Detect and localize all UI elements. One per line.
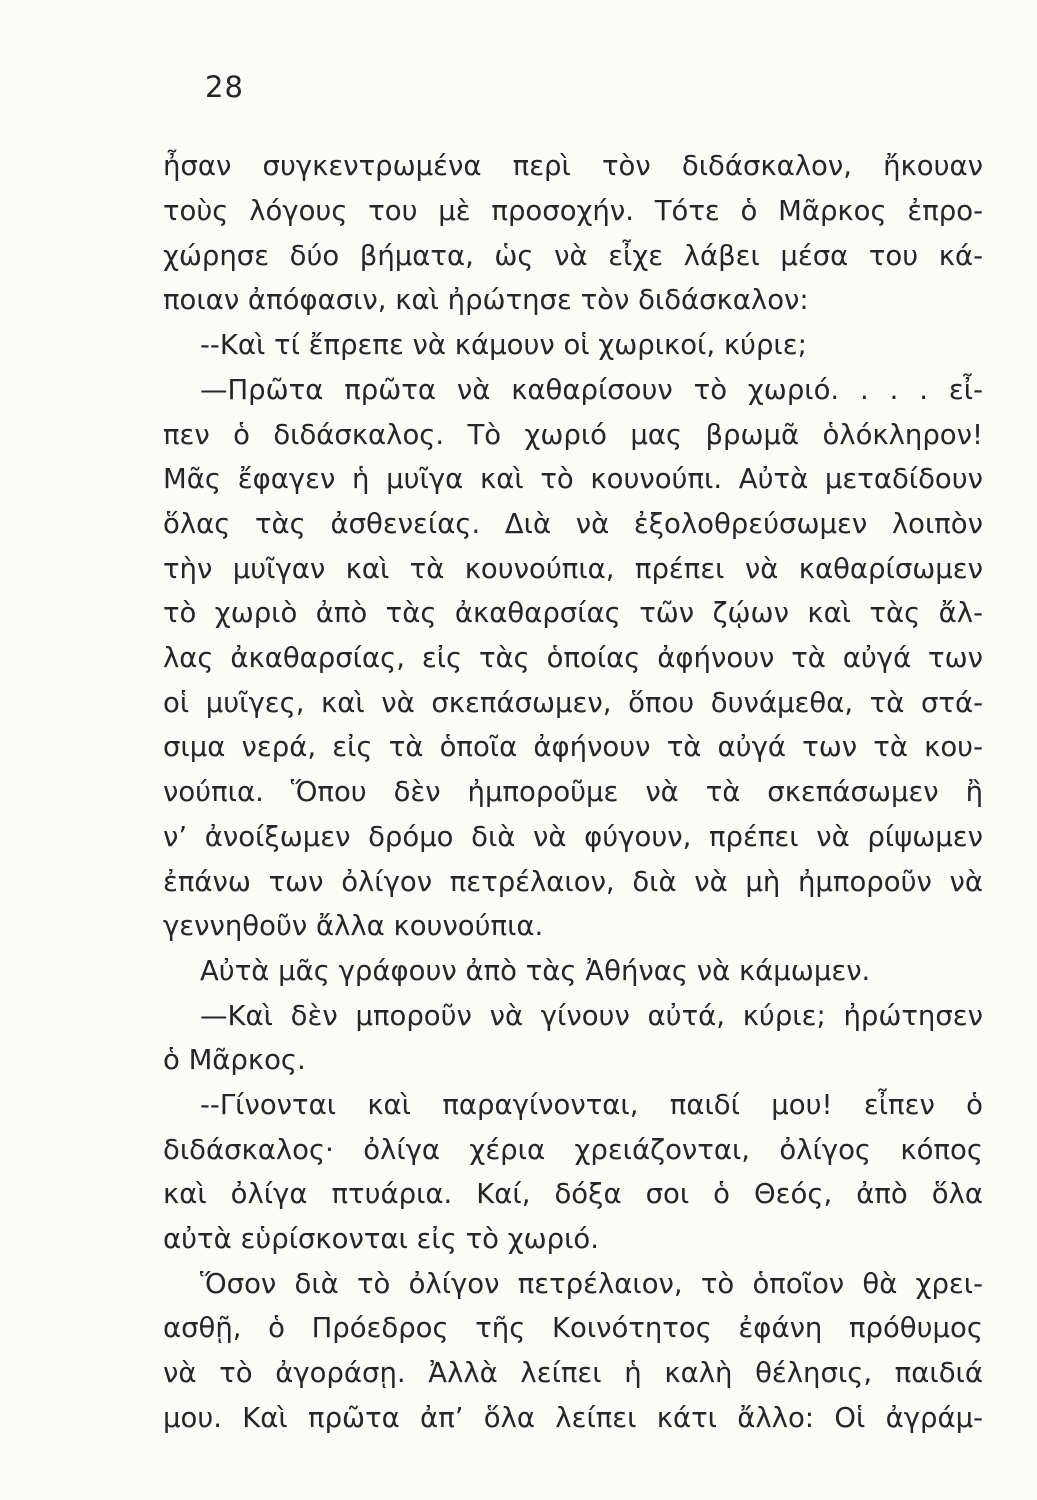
text-line: Αὐτὰ μᾶς γράφουν ἀπὸ τὰς Ἀθήνας νὰ κάμωμεν. — [200, 955, 871, 987]
text-line: καὶ ὀλίγα πτυάρια. Καί, δόξα σοι ὁ Θεός, ἀπὸ ὅλα — [163, 1178, 983, 1210]
text-line: τὴν μυῖγαν καὶ τὰ κουνούπια, πρέπει νὰ καθαρίσωμεν — [163, 553, 983, 585]
text-line: —Πρῶτα πρῶτα νὰ καθαρίσουν τὸ χωριό. . . . εἶ- — [200, 374, 983, 406]
text-line: αὐτὰ εὑρίσκονται εἰς τὸ χωριό. — [163, 1223, 599, 1255]
text-line: χώρησε δύο βήματα, ὡς νὰ εἶχε λάβει μέσα του κά- — [163, 240, 983, 272]
text-line: νὰ τὸ ἀγοράσῃ. Ἀλλὰ λείπει ἡ καλὴ θέλησις, παιδιά — [163, 1357, 983, 1389]
text-line: ὅλας τὰς ἀσθενείας. Διὰ νὰ ἐξολοθρεύσωμεν λοιπὸν — [163, 508, 983, 540]
text-line: ποιαν ἀπόφασιν, καὶ ἠρώτησε τὸν διδάσκαλον: — [163, 284, 809, 316]
text-line: --Γίνονται καὶ παραγίνονται, παιδί μου! εἶπεν ὁ — [200, 1089, 983, 1121]
text-line: γεννηθοῦν ἄλλα κουνούπια. — [163, 910, 544, 942]
text-line: —Καὶ δὲν μποροῦν νὰ γίνουν αὐτά, κύριε; ἠρώτησεν — [200, 1000, 983, 1032]
text-line: οἱ μυῖγες, καὶ νὰ σκεπάσωμεν, ὅπου δυνάμεθα, τὰ στά- — [163, 687, 983, 719]
text-line: λας ἀκαθαρσίας, εἰς τὰς ὁποίας ἀφήνουν τὰ αὐγά των — [163, 642, 983, 674]
text-line: νούπια. Ὅπου δὲν ἠμποροῦμε νὰ τὰ σκεπάσωμεν ἢ — [163, 776, 983, 808]
text-line: ν’ ἀνοίξωμεν δρόμο διὰ νὰ φύγουν, πρέπει νὰ ρίψωμεν — [163, 821, 983, 853]
text-line: ἦσαν συγκεντρωμένα περὶ τὸν διδάσκαλον, ἤκουαν — [163, 150, 983, 182]
text-line: ἐπάνω των ὀλίγον πετρέλαιον, διὰ νὰ μὴ ἠμποροῦν νὰ — [163, 866, 983, 898]
text-line: τοὺς λόγους του μὲ προσοχήν. Τότε ὁ Μᾶρκος ἐπρο- — [163, 195, 983, 227]
page-number: 28 — [205, 70, 244, 104]
text-line: Μᾶς ἔφαγεν ἡ μυῖγα καὶ τὸ κουνούπι. Αὐτὰ μεταδίδουν — [163, 463, 983, 495]
text-line: μου. Καὶ πρῶτα ἀπ’ ὅλα λείπει κάτι ἄλλο: Οἱ ἀγράμ- — [163, 1402, 983, 1434]
text-line: πεν ὁ διδάσκαλος. Τὸ χωριό μας βρωμᾶ ὁλόκληρον! — [163, 419, 983, 451]
text-line: ὁ Μᾶρκος. — [163, 1044, 306, 1076]
text-line: --Καὶ τί ἔπρεπε νὰ κάμουν οἱ χωρικοί, κύριε; — [200, 329, 807, 361]
text-line: Ὅσον διὰ τὸ ὀλίγον πετρέλαιον, τὸ ὁποῖον θὰ χρει- — [200, 1268, 983, 1300]
text-line: σιμα νερά, εἰς τὰ ὁποῖα ἀφήνουν τὰ αὐγά των τὰ κου- — [163, 731, 983, 763]
text-line: διδάσκαλος· ὀλίγα χέρια χρειάζονται, ὀλίγος κόπος — [163, 1134, 983, 1166]
text-line: τὸ χωριὸ ἀπὸ τὰς ἀκαθαρσίας τῶν ζῴων καὶ τὰς ἄλ- — [163, 597, 983, 629]
text-line: ασθῇ, ὁ Πρόεδρος τῆς Κοινότητος ἐφάνη πρόθυμος — [163, 1312, 983, 1344]
